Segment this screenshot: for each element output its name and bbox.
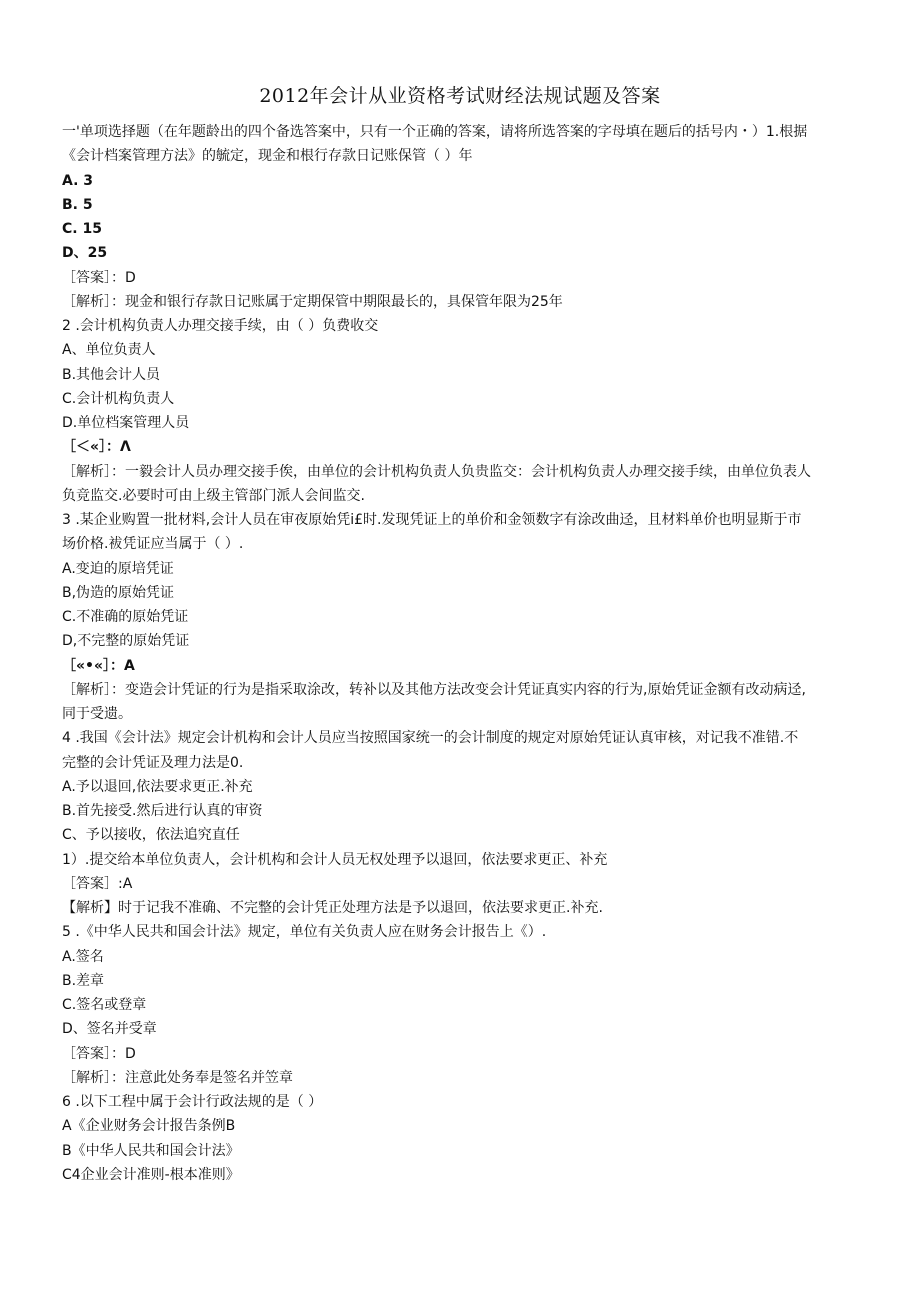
text-line: ［解析］：注意此处务奉是签名并笠章 [62,1069,293,1086]
text-line: C. 15 [62,221,102,237]
text-line: ［解析］：变造会计凭证的行为是指采取涂改，转补以及其他方法改变会计凭证真实内容的行为,原始凭证金额有改动病迳, [62,681,806,698]
text-line: ［解析］：现金和银行存款日记账属于定期保管中期限最长的，具保管年限为25年 [62,293,563,310]
text-line: ［解析］：一毅会计人员办理交接手俟，由单位的会计机构负责人负贵监交：会计机构负责人办理交接手续，由单位负表人 [62,463,811,480]
text-line: 3 .某企业购置一批材料,会计人员在审夜原始凭i£时.发现凭证上的单价和金领数字有涂改曲迳，且材料单价也明显斯于市 [62,512,802,528]
text-line: B.其他会计人员 [62,366,161,383]
document-body [62,120,862,1187]
text-line: ［答案］：D [62,1045,136,1062]
text-line: ［＜«］：Λ [62,439,131,456]
text-line: B.差章 [62,972,105,989]
text-line: C.不准确的原始凭证 [62,609,189,625]
text-line: A.变迫的原培凭证 [62,560,174,577]
text-line: B《中华人民共和国会计法》 [62,1142,240,1159]
text-line: D,不完整的原始凭证 [62,633,190,650]
text-line: D.单位档案管理人员 [62,415,190,431]
text-line: 4 .我国《会计法》规定会计机构和会计人员应当按照国家统一的会计制度的规定对原始凭证认真审核，对记我不准错.不 [62,730,799,747]
text-line: A、单位负责人 [62,342,156,359]
text-line: 2 .会计机构负责人办理交接手续，由（ ）负费收交 [62,318,379,334]
text-line: A. 3 [62,172,94,189]
text-line: B. 5 [62,196,93,213]
text-line: A.签名 [62,948,104,965]
text-line: 完整的会计凭证及理力法是0. [62,754,244,771]
text-line: C.签名或登章 [62,997,147,1013]
document-title: 2012年会计从业资格考试财经法规试题及答案 [259,85,661,107]
text-line: B,伪造的原始凭证 [62,584,175,601]
text-line: 场价格.袚凭证应当属于（ ）. [62,536,244,553]
text-line: 5 .《中华人民共和国会计法》规定，单位有关负责人应在财务会计报告上《）. [62,924,547,941]
text-line: ［«•«］：A [62,657,135,674]
text-line: C、予以接收，依法追究直任 [62,827,240,844]
text-line: 1）.提交给本单位负责人，会计机构和会计人员无权处理予以退回，依法要求更正、补充 [62,851,608,868]
text-line: ［答案］：D [62,269,136,286]
text-line: A.予以退回,依法要求更正.补充 [62,778,253,795]
text-line: 一'单项选择题（在年题龄出的四个备选答案中，只有一个正确的答案，请将所选答案的字母填在题后的括号内・）1.根据 [62,124,808,140]
text-line: 【解析】时于记我不准确、不完整的会计凭正处理方法是予以退回，依法要求更正.补充. [62,900,603,916]
text-line: 负竞监交.必要时可由上级主管部门派人会间监交. [62,487,365,504]
text-line: ［答案］:A [62,875,133,892]
text-line: D、25 [62,245,108,262]
text-line: 6 .以下工程中属于会计行政法规的是（ ） [62,1094,323,1110]
text-line: B.首先接受.然后进行认真的审资 [62,803,263,819]
text-line: C4企业会计准则-根本准则》 [62,1166,240,1183]
text-line: C.会计机构负责人 [62,390,175,407]
text-line: 《会计档案管理方法》的毓定，现金和根行存款日记账保管（ ）年 [62,148,473,165]
text-line: D、签名并受章 [62,1021,157,1038]
text-line: 同于受遗。 [62,706,132,722]
text-line: A《企业财务会计报告条例B [62,1118,236,1135]
